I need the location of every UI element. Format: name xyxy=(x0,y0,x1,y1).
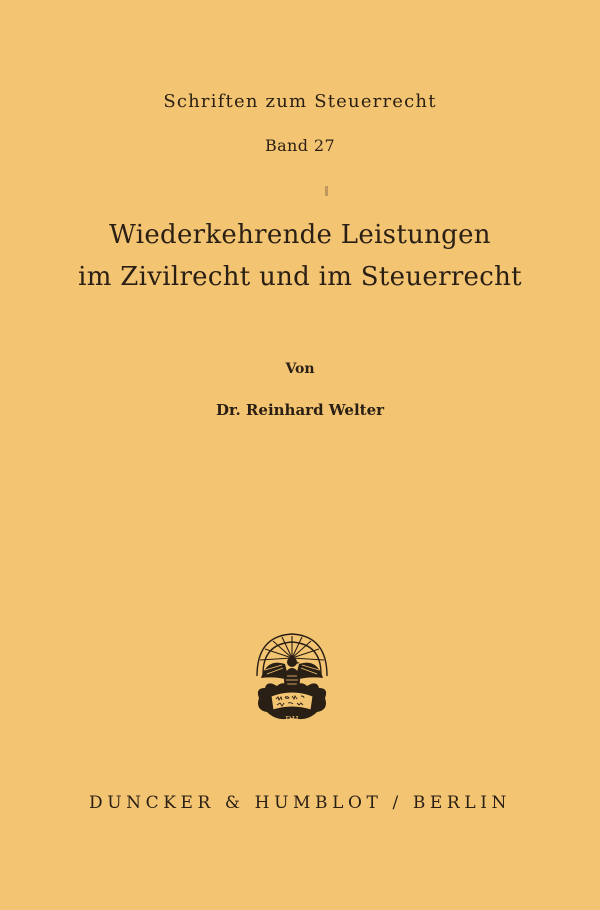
print-speck xyxy=(325,186,328,196)
author-prefix: Von xyxy=(285,361,315,377)
author-name: Dr. Reinhard Welter xyxy=(215,401,385,419)
book-title-line-2: im Zivilrecht und im Steuerrecht xyxy=(78,262,522,292)
book-title-line-1: Wiederkehrende Leistungen xyxy=(109,220,491,250)
svg-text:DH: DH xyxy=(285,715,299,724)
publisher-eagle-emblem-icon xyxy=(249,630,335,726)
series-title: Schriften zum Steuerrecht xyxy=(163,91,437,112)
volume-number: Band 27 xyxy=(264,136,336,155)
publisher-imprint: DUNCKER & HUMBLOT / BERLIN xyxy=(88,793,512,813)
